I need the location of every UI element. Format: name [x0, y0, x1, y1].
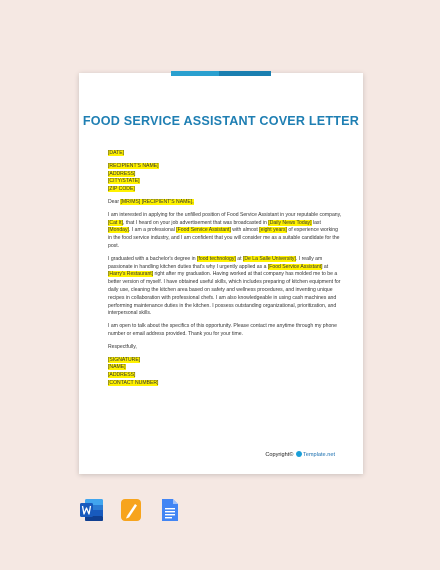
- letter-body: [108, 150, 342, 393]
- template-logo-icon: [296, 451, 302, 457]
- document-title: FOOD SERVICE ASSISTANT COVER LETTER: [82, 114, 360, 128]
- sender-name: [NAME]: [108, 364, 126, 371]
- employer-placeholder: [Harry's Restaurant]: [108, 271, 154, 278]
- brand-name: Template.net: [302, 452, 335, 458]
- position-placeholder: [Food Service Assistant]: [176, 227, 231, 234]
- paragraph-3: I am open to talk about the specifics of this opportunity. Please contact me anytime through my phone number or email address provided. Thank you for your time.: [108, 323, 337, 337]
- salutation: [108, 199, 342, 207]
- google-docs-icon[interactable]: [161, 497, 179, 523]
- accent-bar-light: [171, 71, 219, 76]
- position-placeholder: [Food Service Assistant]: [267, 263, 323, 270]
- source-placeholder: [Daily News Today]: [268, 219, 312, 226]
- text-run: at: [235, 255, 243, 262]
- signature-block: [108, 357, 342, 388]
- sender-contact-number: [CONTACT NUMBER]: [108, 379, 159, 386]
- text-run: right after my graduation. Having worked at that company has molded me to be a better version of myself. I have obtained useful skills, which includes preparing of kitchen equipment for daily use, cleaning the kitchen area based on safety and wellness procedures, and inventing unique recipes in collaboration with professional chefs. I am also knowledgeable in using cash machines and performing maintenance duties in the kitchen. I possess outstanding organizational, prioritization, and interpersonal skills.: [108, 271, 341, 317]
- years-placeholder: [eight years]: [259, 227, 287, 234]
- header-accent-bar: [171, 71, 271, 76]
- word-icon[interactable]: [79, 497, 104, 523]
- day-placeholder: [Monday]: [108, 227, 129, 234]
- recipient-zip: [ZIP CODE]: [108, 186, 135, 193]
- closing: Respectfully,: [108, 343, 137, 350]
- text-run: I am interested in applying for the unfilled position of Food Service Assistant in your reputable company,: [108, 211, 342, 218]
- text-run: , that I heard on your job advertisement that was broadcasted in: [123, 219, 269, 226]
- copyright-symbol: ©: [289, 452, 294, 458]
- copyright-footer: [265, 451, 335, 458]
- salutation-prefix: Dear: [108, 198, 121, 205]
- text-run: . I am a professional: [128, 227, 177, 234]
- text-run: at: [322, 263, 329, 270]
- date-placeholder: [DATE]: [108, 150, 125, 156]
- pages-icon[interactable]: [120, 497, 142, 523]
- company-placeholder: [Cat It]: [108, 219, 124, 226]
- text-run: I graduated with a bachelor's degree in: [108, 255, 198, 262]
- document-page: [79, 73, 363, 474]
- recipient-city-state: [CITY/STATE]: [108, 178, 140, 185]
- paragraph-2: [108, 256, 342, 318]
- signature-placeholder: [SIGNATURE]: [108, 356, 141, 363]
- salutation-recipient: [MR/MS] [RECIPIENT'S NAME],: [120, 198, 194, 205]
- sender-address: [ADDRESS]: [108, 372, 136, 379]
- recipient-name: [RECIPIENT'S NAME]: [108, 162, 159, 169]
- university-placeholder: [De La Salle University]: [242, 255, 296, 262]
- copyright-label: Copyright: [265, 452, 290, 458]
- text-run: . I really am passionate in handling kitchen duties that's why I urgently applied as a: [108, 255, 323, 270]
- recipient-address: [ADDRESS]: [108, 170, 136, 177]
- paragraph-1: [108, 212, 342, 251]
- text-run: of experience working in the food service industry, and I am confident that you will consider me as a suitable candidate for the post.: [108, 227, 340, 249]
- date-block: [108, 150, 342, 158]
- recipient-block: [108, 163, 342, 194]
- accent-bar-dark: [219, 71, 271, 76]
- degree-placeholder: [food technology]: [197, 255, 236, 262]
- text-run: last: [311, 219, 321, 226]
- text-run: with almost: [230, 227, 260, 234]
